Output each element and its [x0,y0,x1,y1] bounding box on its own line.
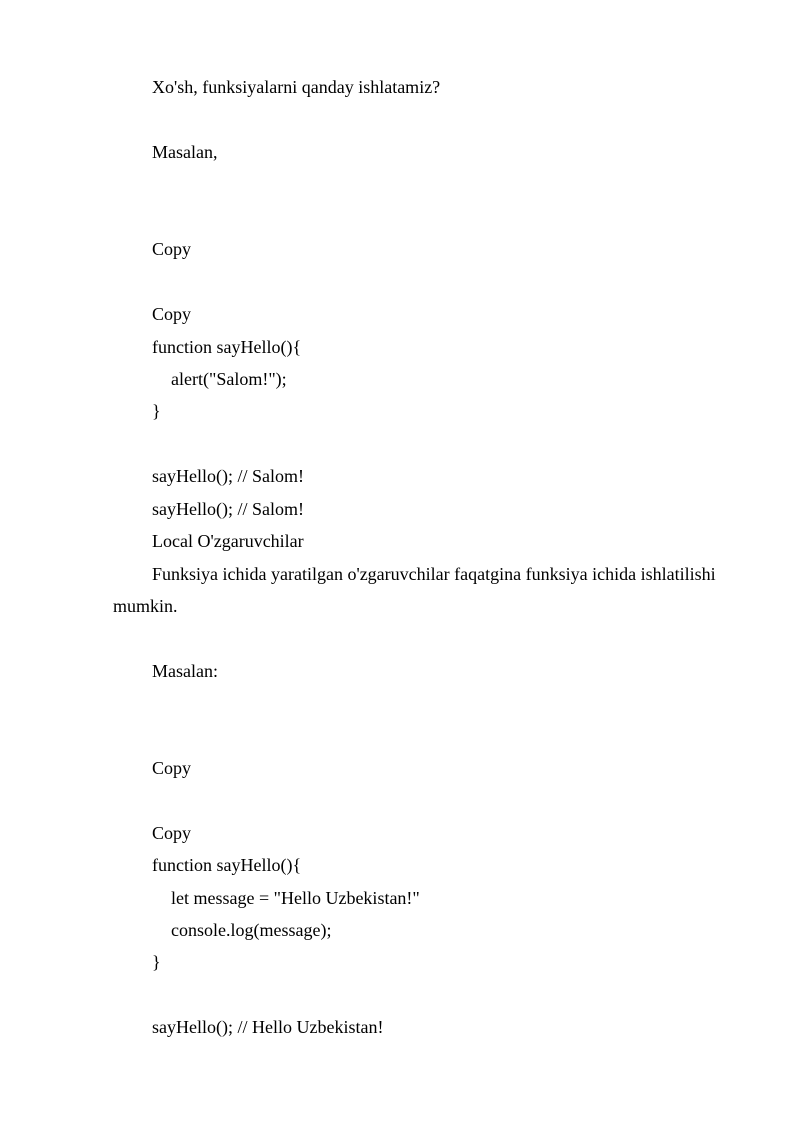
code-line: } [152,401,161,421]
code-line: function sayHello(){ [152,855,302,875]
paragraph-line: mumkin. [113,596,178,616]
code-line: sayHello(); // Hello Uzbekistan! [152,1017,384,1037]
copy-label[interactable]: Copy [152,304,192,324]
code-line: sayHello(); // Salom! [152,499,304,519]
text-question: Xo'sh, funksiyalarni qanday ishlatamiz? [152,77,441,97]
code-line: } [152,952,161,972]
code-line: let message = "Hello Uzbekistan!" [171,888,420,908]
section-heading: Local O'zgaruvchilar [152,531,304,551]
copy-label[interactable]: Copy [152,239,192,259]
copy-label[interactable]: Copy [152,758,192,778]
code-line: sayHello(); // Salom! [152,466,304,486]
code-line: alert("Salom!"); [171,369,287,389]
text-example-intro: Masalan, [152,142,218,162]
copy-label[interactable]: Copy [152,823,192,843]
code-line: function sayHello(){ [152,337,302,357]
text-example-intro: Masalan: [152,661,218,681]
paragraph-line: Funksiya ichida yaratilgan o'zgaruvchilar faqatgina funksiya ichida ishlatilishi [152,564,716,584]
code-line: console.log(message); [171,920,332,940]
